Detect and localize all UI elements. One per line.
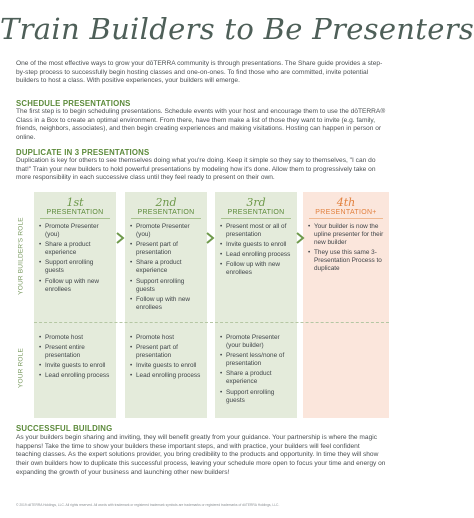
column-heading: PRESENTATION [34, 209, 116, 216]
intro-paragraph: One of the most effective ways to grow your dōTERRA community is through presentations. The Share guide provides a step-by-step process to successfully begin hosting classes and one-on-ones. To find those who are committed, invite potential builders to host a class. With positive experiences, your builders will emerge. [16, 60, 383, 85]
list-item: • Support enrolling guests [130, 278, 204, 294]
your-role-label: YOUR ROLE [17, 347, 25, 389]
column-heading: PRESENTATION [125, 209, 207, 216]
builder-tasks [308, 223, 386, 276]
duplicate-heading: DUPLICATE IN 3 PRESENTATIONS [16, 148, 150, 157]
schedule-heading: SCHEDULE PRESENTATIONS [16, 99, 131, 108]
presentation-column-3 [215, 192, 297, 418]
list-item: • Your builder is now the upline presenter for their new builder [308, 223, 386, 247]
chevron-right-icon [115, 232, 125, 244]
your-tasks [130, 334, 204, 382]
presentation-column-4 [303, 192, 389, 418]
list-item: • Share a product experience [130, 259, 204, 275]
list-item: • Promote host [130, 334, 204, 342]
list-item: • Follow up with new enrollees [220, 261, 294, 277]
chevron-right-icon [295, 232, 305, 244]
column-heading: PRESENTATION+ [303, 209, 389, 216]
column-number: 3rd [246, 196, 266, 209]
column-number: 1st [66, 196, 84, 209]
successful-building-heading: SUCCESSFUL BUILDING [16, 424, 113, 433]
column-number: 2nd [155, 196, 177, 209]
list-item: • Follow up with new enrollees [130, 296, 204, 312]
list-item: • Follow up with new enrollees [39, 278, 113, 294]
list-item: • They use this same 3-Presentation Process to duplicate [308, 249, 386, 273]
successful-building-paragraph: As your builders begin sharing and inviting, they will benefit greatly from your guidance. Your partnership is where the magic happens! Take the time to show your builders these important steps, and with practice, your builders will feel confident teaching classes. As the expert solutions provider, you bring credibility to the products and opportunity. In time they will show their own builders how to duplicate this successful process, leaving your schedule more open to focus your time and energy on expanding the growth of your business and launching other new builders! [16, 434, 386, 476]
list-item: • Lead enrolling process [130, 372, 204, 380]
list-item: • Promote Presenter (your builder) [220, 334, 294, 350]
page-title: Train Builders to Be Presenters [0, 12, 474, 46]
duplicate-paragraph: Duplication is key for others to see themselves doing what you're doing. Keep it simple so they say to themselves, "I can do that!" Train your new builders to hold powerful presentations by modeling how it's done. Allow them to progressively take on more responsibility in each successive class until they feel ready to present on their own. [16, 157, 376, 182]
presentation-column-1 [34, 192, 116, 418]
list-item: • Present entire presentation [39, 344, 113, 360]
presentation-column-2 [125, 192, 207, 418]
list-item: • Present part of presentation [130, 241, 204, 257]
builder-tasks [130, 223, 204, 314]
list-item: • Present part of presentation [130, 344, 204, 360]
list-item: • Promote Presenter (you) [39, 223, 113, 239]
list-item: • Share a product experience [39, 241, 113, 257]
list-item: • Support enrolling guests [39, 259, 113, 275]
list-item: • Invite guests to enroll [220, 241, 294, 249]
chevron-right-icon [205, 232, 215, 244]
builder-tasks [220, 223, 294, 280]
builder-role-label: YOUR BUILDER'S ROLE [17, 217, 25, 295]
list-item: • Present less/none of presentation [220, 352, 294, 368]
your-tasks [220, 334, 294, 407]
column-heading: PRESENTATION [215, 209, 297, 216]
your-tasks [39, 334, 113, 382]
copyright-footer: © 2019 dōTERRA Holdings, LLC. All rights reserved. All words with trademark or registered trademark symbols are trademarks or registered trademarks of dōTERRA Holdings, LLC. [16, 503, 280, 507]
list-item: • Promote host [39, 334, 113, 342]
builder-tasks [39, 223, 113, 296]
list-item: • Support enrolling guests [220, 389, 294, 405]
list-item: • Present most or all of presentation [220, 223, 294, 239]
column-number: 4th [336, 196, 356, 209]
list-item: • Share a product experience [220, 370, 294, 386]
list-item: • Promote Presenter (you) [130, 223, 204, 239]
role-divider [34, 322, 389, 323]
list-item: • Lead enrolling process [220, 251, 294, 259]
list-item: • Lead enrolling process [39, 372, 113, 380]
list-item: • Invite guests to enroll [39, 362, 113, 370]
schedule-paragraph: The first step is to begin scheduling presentations. Schedule events with your host and encourage them to use the dōTERRA® Class in a Box to create an optimal environment. From there, have them make a list of those they want to invite (e.g. family, friends, neighbors, associates), and then begin creating experiences and making visitations. Hosting can happen in person or online. [16, 108, 386, 142]
list-item: • Invite guests to enroll [130, 362, 204, 370]
